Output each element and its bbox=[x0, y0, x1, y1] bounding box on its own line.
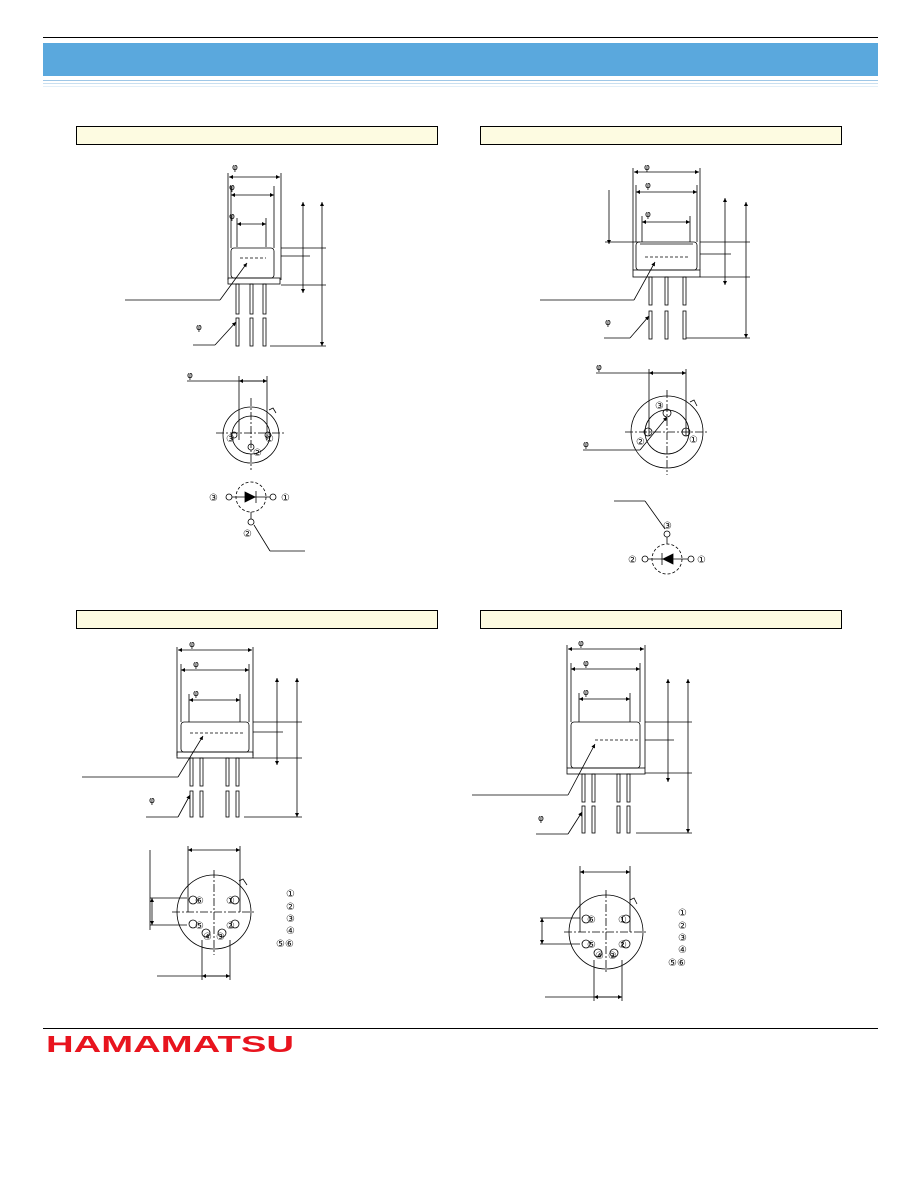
pin-legend-3-4: ④ bbox=[286, 926, 295, 937]
pin-2-bottom-3: ② bbox=[226, 921, 235, 932]
drawing-4-bottom-view bbox=[540, 866, 648, 1001]
phi-label-4c: φ bbox=[583, 688, 589, 698]
pin-1-schematic-2: ① bbox=[697, 555, 706, 566]
logo-text: HAMAMATSU bbox=[46, 1034, 294, 1054]
pin-3-schematic-2: ③ bbox=[663, 521, 672, 532]
drawing-1-side-view bbox=[125, 173, 326, 346]
pin-1-bottom-1: ① bbox=[265, 434, 274, 445]
drawing-3-bottom-view bbox=[150, 846, 256, 980]
hamamatsu-logo bbox=[46, 1034, 296, 1054]
pin-2-bottom-1: ② bbox=[253, 448, 262, 459]
phi-label-2e: φ bbox=[596, 363, 602, 373]
pin-3-bottom-4: ③ bbox=[608, 951, 617, 962]
footer-rule bbox=[43, 1028, 878, 1029]
pin-5-bottom-4: ⑤ bbox=[587, 940, 596, 951]
pin-1-schematic-1: ① bbox=[281, 493, 290, 504]
pin-6-bottom-4: ⑥ bbox=[587, 915, 596, 926]
pin-5-bottom-3: ⑤ bbox=[195, 921, 204, 932]
pin-2-bottom-4: ② bbox=[618, 940, 627, 951]
phi-label-2b: φ bbox=[645, 181, 651, 191]
phi-label-2d: φ bbox=[605, 318, 611, 328]
drawing-2-side-view bbox=[540, 168, 750, 339]
pin-legend-3-1: ① bbox=[286, 889, 295, 900]
phi-label-3d: φ bbox=[149, 796, 155, 806]
pin-3-schematic-1: ③ bbox=[209, 493, 218, 504]
drawing-2-schematic bbox=[614, 501, 694, 574]
phi-label-1a: φ bbox=[232, 163, 238, 173]
pin-legend-3-3: ③ bbox=[286, 914, 295, 925]
pin-legend-4-3: ③ bbox=[678, 933, 687, 944]
pin-1-bottom-3: ① bbox=[226, 896, 235, 907]
phi-label-1e: φ bbox=[187, 371, 193, 381]
pin-6-bottom-3: ⑥ bbox=[195, 896, 204, 907]
drawing-1-bottom-view bbox=[187, 376, 286, 470]
phi-label-3b: φ bbox=[193, 660, 199, 670]
phi-label-4a: φ bbox=[578, 639, 584, 649]
phi-label-2c: φ bbox=[645, 210, 651, 220]
phi-label-4d: φ bbox=[538, 814, 544, 824]
pin-3-bottom-1: ③ bbox=[226, 434, 235, 445]
pin-legend-4-2: ② bbox=[678, 921, 687, 932]
pin-2-bottom-2: ② bbox=[636, 437, 645, 448]
phi-label-3c: φ bbox=[193, 689, 199, 699]
pin-4-bottom-4: ④ bbox=[595, 951, 604, 962]
phi-label-1b: φ bbox=[229, 183, 235, 193]
phi-label-1d: φ bbox=[196, 323, 202, 333]
pin-2-schematic-2: ② bbox=[628, 555, 637, 566]
pin-1-bottom-2: ① bbox=[689, 435, 698, 446]
pin-1-bottom-4: ① bbox=[618, 915, 627, 926]
phi-label-3a: φ bbox=[189, 640, 195, 650]
phi-label-4b: φ bbox=[583, 659, 589, 669]
pin-3-bottom-2: ③ bbox=[655, 401, 664, 412]
pin-legend-4-1: ① bbox=[678, 908, 687, 919]
pin-legend-3-2: ② bbox=[286, 902, 295, 913]
drawing-3-side-view bbox=[82, 647, 302, 817]
phi-label-2f: φ bbox=[583, 440, 589, 450]
pin-legend-4-56: ⑤⑥ bbox=[668, 958, 686, 969]
pin-legend-3-56: ⑤⑥ bbox=[276, 939, 294, 950]
drawing-1-schematic bbox=[226, 482, 305, 551]
drawing-2-bottom-view bbox=[583, 369, 709, 475]
drawing-4-side-view bbox=[472, 645, 692, 834]
pin-2-schematic-1: ② bbox=[243, 529, 252, 540]
pin-4-bottom-3: ④ bbox=[203, 932, 212, 943]
pin-3-bottom-3: ③ bbox=[216, 932, 225, 943]
phi-label-2a: φ bbox=[644, 163, 650, 173]
phi-label-1c: φ bbox=[229, 212, 235, 222]
pin-legend-4-4: ④ bbox=[678, 945, 687, 956]
